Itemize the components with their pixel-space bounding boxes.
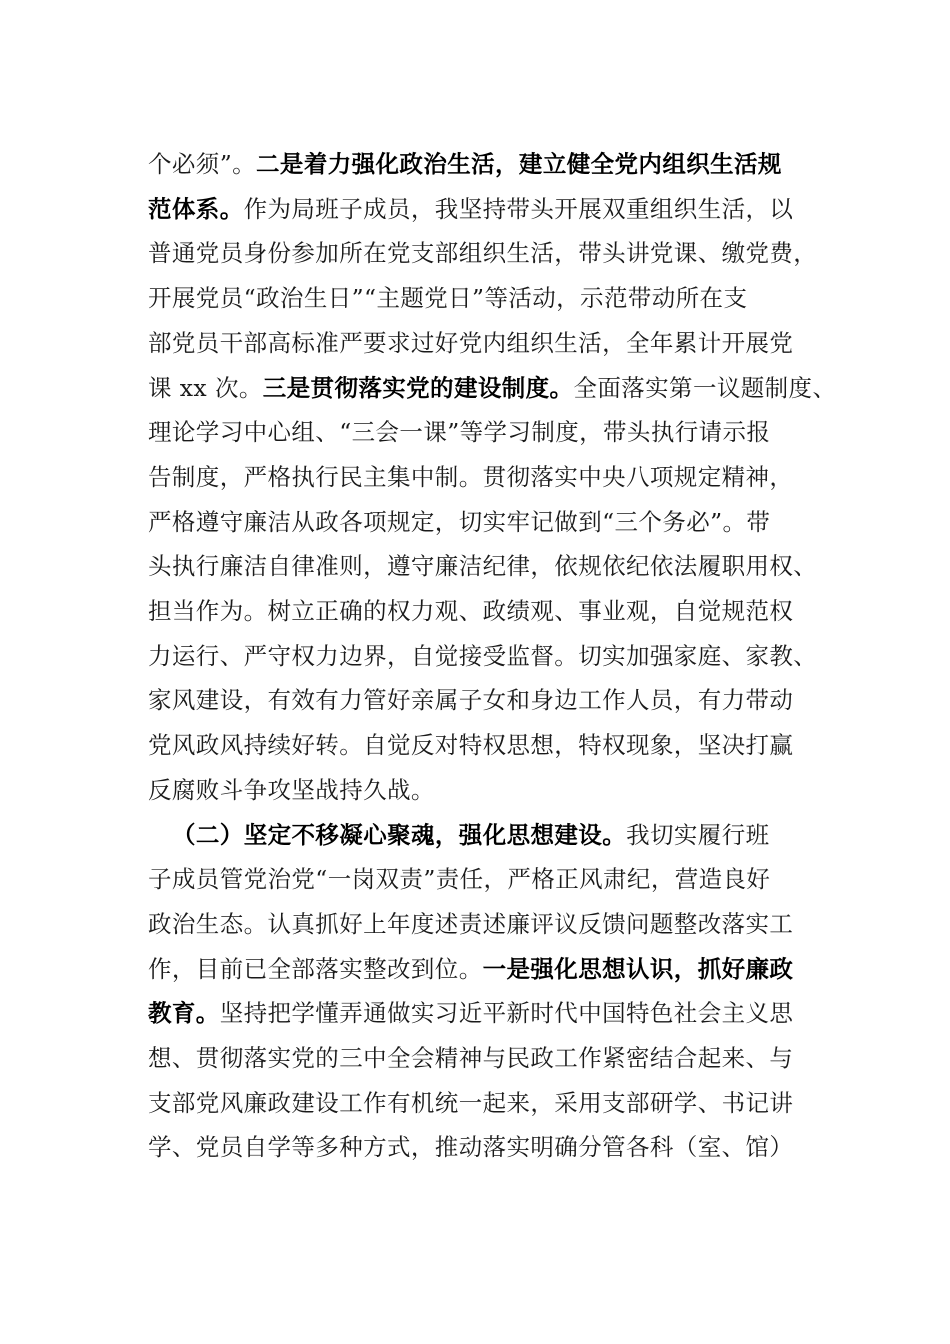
text-line xyxy=(148,723,838,767)
text-segment: 反腐败斗争攻坚战持久战。 xyxy=(148,775,435,804)
text-line xyxy=(172,813,862,857)
text-line xyxy=(148,947,838,991)
text-segment: 个必须”。 xyxy=(148,150,257,178)
text-segment: 家风建设，有效有力管好亲属子女和身边工作人员，有力带动 xyxy=(148,686,794,715)
text-line xyxy=(148,768,838,812)
text-segment: 开展党员“政治生日”“主题党日”等活动，示范带动所在支 xyxy=(148,284,748,313)
text-line xyxy=(148,678,838,722)
text-line xyxy=(148,366,838,410)
text-segment: 作为局班子成员，我坚持带头开展双重组织生活，以 xyxy=(243,194,794,223)
text-line xyxy=(148,276,838,320)
text-segment: 担当作为。树立正确的权力观、政绩观、事业观，自觉规范权 xyxy=(148,597,794,625)
bold-text-segment: 三是贯彻落实党的建设制度。 xyxy=(262,373,574,402)
text-line xyxy=(148,410,838,454)
bold-text-segment: 教育。 xyxy=(148,999,220,1028)
text-line xyxy=(148,187,838,231)
bold-text-segment: 一是强化思想认识，抓好廉政 xyxy=(482,954,794,983)
text-segment: 坚持把学懂弄通做实习近平新时代中国特色社会主义思 xyxy=(219,999,794,1028)
bold-text-segment: 范体系。 xyxy=(148,194,244,223)
text-segment: 子成员管党治党“一岗双责”责任，严格正风肃纪，营造良好 xyxy=(148,865,771,894)
text-line xyxy=(148,321,838,365)
text-segment: 告制度，严格执行民主集中制。贯彻落实中央八项规定精神， xyxy=(148,462,794,491)
text-segment: 部党员干部高标准严要求过好党内组织生活，全年累计开展党 xyxy=(148,328,794,357)
text-line xyxy=(148,902,838,946)
text-line xyxy=(148,589,838,633)
text-segment: 想、贯彻落实党的三中全会精神与民政工作紧密结合起来、与 xyxy=(148,1044,794,1072)
text-segment: 力运行、严守权力边界，自觉接受监督。切实加强家庭、家教、 xyxy=(148,641,818,670)
text-line xyxy=(148,455,838,499)
text-line xyxy=(148,991,838,1035)
text-segment: 我切实履行班 xyxy=(626,820,770,849)
text-line xyxy=(148,634,838,678)
text-line xyxy=(148,500,838,544)
text-line xyxy=(148,142,838,186)
text-segment: 严格遵守廉洁从政各项规定，切实牢记做到“三个务必”。带 xyxy=(148,507,771,536)
bold-text-segment: 二是着力强化政治生活，建立健全党内组织生活规 xyxy=(256,150,782,178)
text-line xyxy=(148,1081,838,1125)
text-segment: 全面落实第一议题制度、 xyxy=(573,373,837,402)
text-segment: 理论学习中心组、“三会一课”等学习制度，带头执行请示报 xyxy=(148,418,771,447)
text-segment: 普通党员身份参加所在党支部组织生活，带头讲党课、缴党费， xyxy=(148,239,818,268)
text-line xyxy=(148,857,838,901)
text-segment: 支部党风廉政建设工作有机统一起来，采用支部研学、书记讲 xyxy=(148,1088,794,1117)
text-segment: 头执行廉洁自律准则，遵守廉洁纪律，依规依纪依法履职用权、 xyxy=(148,552,818,581)
text-segment: 党风政风持续好转。自觉反对特权思想，特权现象，坚决打赢 xyxy=(148,731,794,760)
text-segment: 政治生态。认真抓好上年度述责述廉评议反馈问题整改落实工 xyxy=(148,909,794,938)
text-line xyxy=(148,1125,838,1169)
text-line xyxy=(148,231,838,275)
text-segment: 学、党员自学等多种方式，推动落实明确分管各科（室、馆） xyxy=(148,1133,794,1162)
text-line xyxy=(148,544,838,588)
text-segment: 课 xx 次。 xyxy=(148,373,263,402)
text-segment: 作，目前已全部落实整改到位。 xyxy=(148,954,483,983)
bold-text-segment: （二）坚定不移凝心聚魂，强化思想建设。 xyxy=(172,820,627,849)
text-line xyxy=(148,1036,838,1080)
